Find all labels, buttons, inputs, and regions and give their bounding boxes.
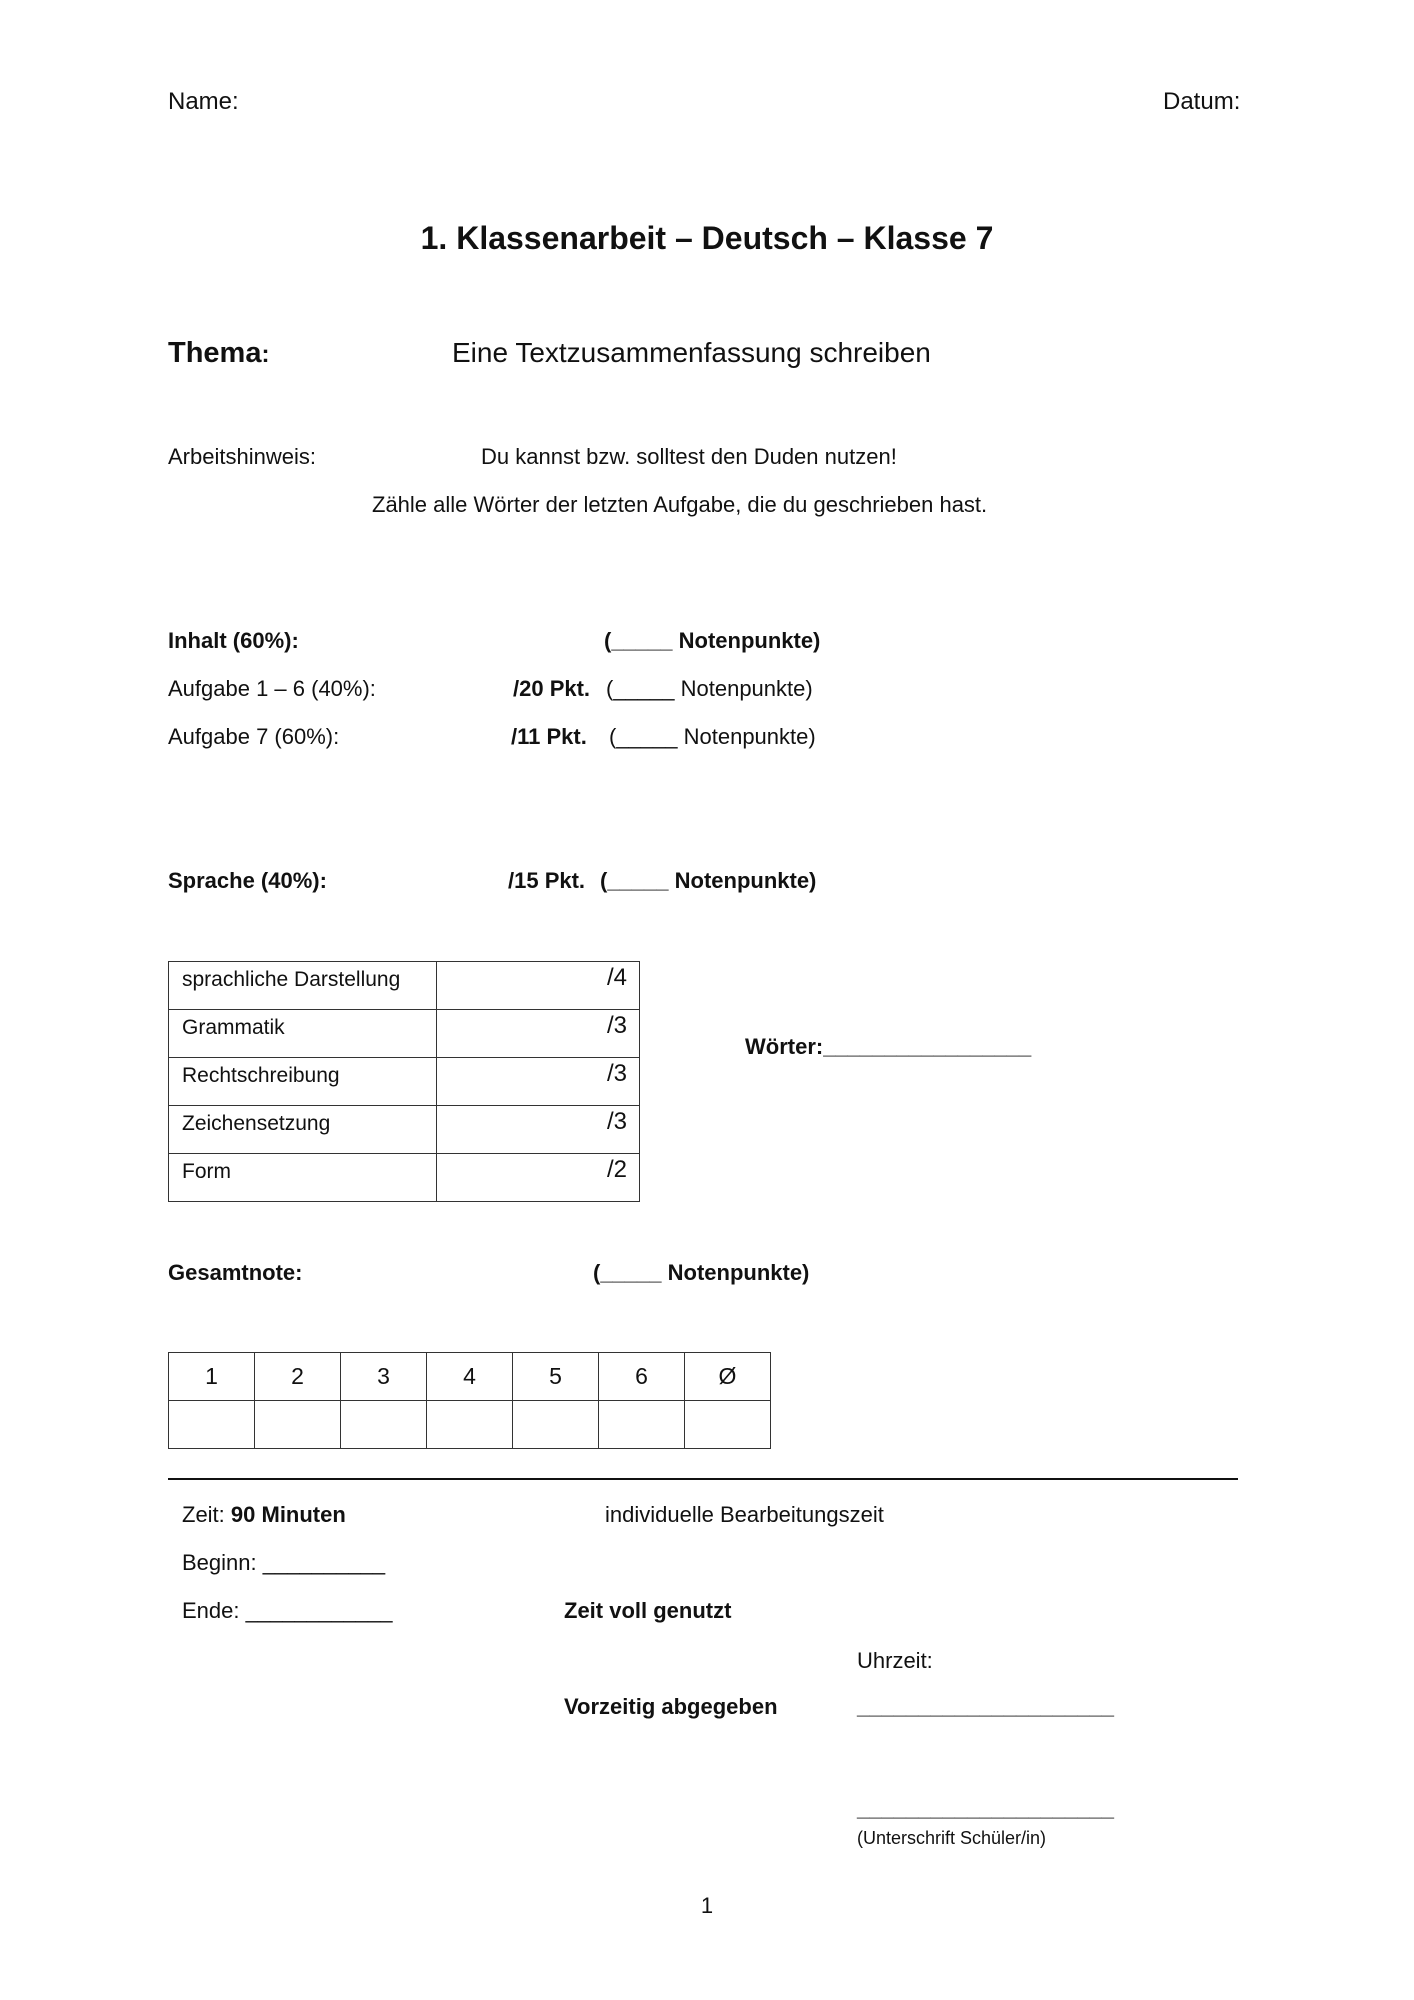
hinweis-line-1: Du kannst bzw. solltest den Duden nutzen! [481, 444, 897, 469]
sprache-score-table [168, 961, 640, 1202]
sprache-label: Sprache (40%): [168, 868, 327, 893]
section-divider [168, 1478, 1238, 1480]
grade-cell [427, 1401, 513, 1449]
thema-row [168, 337, 269, 370]
table-row [169, 1106, 640, 1154]
grade-cell [685, 1401, 771, 1449]
grade-cell [255, 1401, 341, 1449]
criterion-label: Grammatik [169, 1010, 437, 1058]
sprache-notenpunkte: (_____ Notenpunkte) [600, 868, 817, 893]
uhrzeit-line: _____________________ [857, 1694, 1114, 1719]
table-row [169, 1010, 640, 1058]
criterion-max: /3 [437, 1010, 640, 1058]
page-title: 1. Klassenarbeit – Deutsch – Klasse 7 [420, 220, 994, 256]
criterion-max: /3 [437, 1058, 640, 1106]
grade-header: 3 [341, 1353, 427, 1401]
thema-colon: : [261, 341, 270, 368]
criterion-label: sprachliche Darstellung [169, 962, 437, 1010]
gesamtnote-notenpunkte: (_____ Notenpunkte) [593, 1260, 810, 1285]
grade-distribution-table [168, 1352, 771, 1449]
grade-cell [169, 1401, 255, 1449]
zeit-label: Zeit: [182, 1502, 231, 1527]
zeit-voll-genutzt: Zeit voll genutzt [564, 1598, 732, 1623]
beginn-field: Beginn: __________ [182, 1550, 386, 1575]
vorzeitig-abgegeben: Vorzeitig abgegeben [564, 1694, 778, 1719]
criterion-label: Zeichensetzung [169, 1106, 437, 1154]
grade-header: Ø [685, 1353, 771, 1401]
grade-cell [599, 1401, 685, 1449]
thema-value: Eine Textzusammenfassung schreiben [452, 337, 931, 368]
hinweis-line-2: Zähle alle Wörter der letzten Aufgabe, die du geschrieben hast. [372, 492, 988, 517]
inhalt-notenpunkte: (_____ Notenpunkte) [604, 628, 821, 653]
table-row [169, 962, 640, 1010]
criterion-label: Form [169, 1154, 437, 1202]
zeit-row [182, 1502, 346, 1528]
criterion-max: /2 [437, 1154, 640, 1202]
signature-line: _____________________ [857, 1796, 1114, 1821]
aufgabe-7-notenpunkte: (_____ Notenpunkte) [609, 724, 816, 749]
ende-field: Ende: ____________ [182, 1598, 393, 1623]
aufgabe-1-6-points: /20 Pkt. [513, 676, 591, 701]
criterion-max: /3 [437, 1106, 640, 1154]
hinweis-label: Arbeitshinweis: [168, 444, 316, 469]
table-row [169, 1401, 771, 1449]
table-row [169, 1353, 771, 1401]
grade-header: 6 [599, 1353, 685, 1401]
grade-header: 1 [169, 1353, 255, 1401]
thema-label: Thema [168, 337, 262, 369]
signature-caption: (Unterschrift Schüler/in) [857, 1828, 1047, 1848]
table-row [169, 1058, 640, 1106]
sprache-points: /15 Pkt. [508, 868, 586, 893]
name-label: Name: [168, 88, 239, 115]
word-count-field: Wörter:_________________ [745, 1034, 1032, 1059]
individuelle-zeit: individuelle Bearbeitungszeit [605, 1502, 884, 1527]
uhrzeit-label: Uhrzeit: [857, 1648, 933, 1673]
criterion-label: Rechtschreibung [169, 1058, 437, 1106]
aufgabe-1-6-label: Aufgabe 1 – 6 (40%): [168, 676, 376, 701]
gesamtnote-label: Gesamtnote: [168, 1260, 303, 1285]
grade-header: 5 [513, 1353, 599, 1401]
grade-header: 4 [427, 1353, 513, 1401]
table-row [169, 1154, 640, 1202]
page-number: 1 [700, 1893, 714, 1918]
grade-header: 2 [255, 1353, 341, 1401]
zeit-value: 90 Minuten [230, 1502, 346, 1527]
date-label: Datum: [1163, 88, 1241, 115]
grade-cell [341, 1401, 427, 1449]
aufgabe-7-points: /11 Pkt. [511, 724, 587, 749]
grade-cell [513, 1401, 599, 1449]
criterion-max: /4 [437, 962, 640, 1010]
inhalt-label: Inhalt (60%): [168, 628, 299, 653]
aufgabe-1-6-notenpunkte: (_____ Notenpunkte) [606, 676, 813, 701]
aufgabe-7-label: Aufgabe 7 (60%): [168, 724, 340, 749]
